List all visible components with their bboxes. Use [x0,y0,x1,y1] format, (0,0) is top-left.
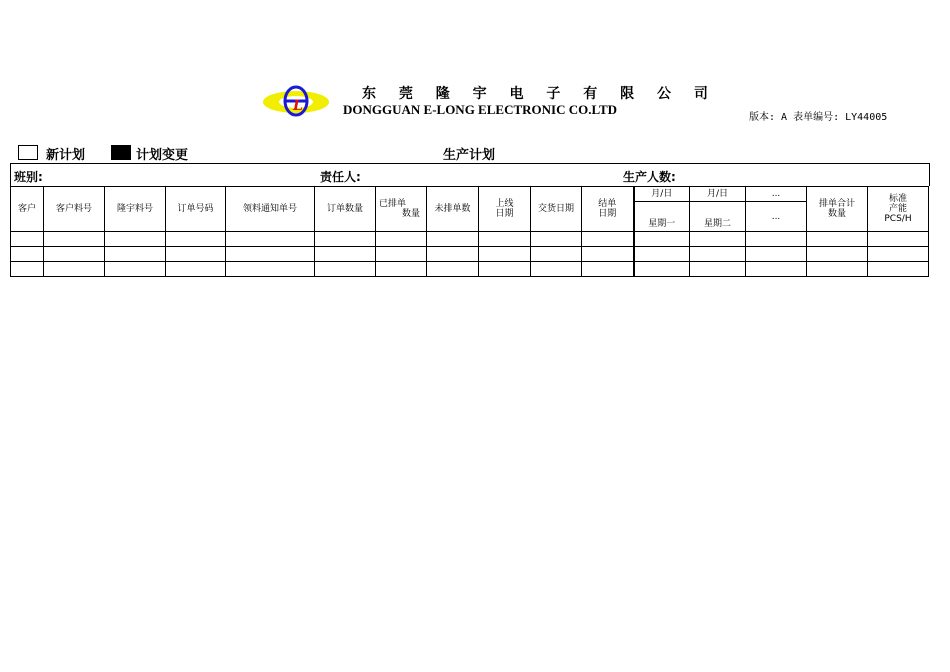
table-cell[interactable] [315,232,376,247]
table-cell[interactable] [582,262,634,277]
shift-label: 班别: [14,170,43,184]
header-close-date-line1: 结单 [598,199,617,209]
header-online-date-line1: 上线 [495,199,514,209]
table-cell[interactable] [807,232,868,247]
header-customer: 客户 [11,187,44,232]
header-customer-part: 客户料号 [44,187,105,232]
table-cell[interactable] [44,262,105,277]
table-cell[interactable] [105,262,166,277]
table-cell[interactable] [105,232,166,247]
table-cell[interactable] [634,247,690,262]
header-close-date [582,187,634,232]
header-total-qty [807,187,868,232]
company-logo [262,83,330,121]
header-online-date-line2: 日期 [495,209,514,219]
header-day2-date: 月/日 [690,187,746,202]
header-scheduled-qty [376,187,427,232]
table-cell[interactable] [531,232,582,247]
table-cell[interactable] [166,247,226,262]
table-row [11,232,929,247]
table-cell[interactable] [746,247,807,262]
header-row-top [11,187,929,202]
table-cell[interactable] [166,232,226,247]
table-cell[interactable] [582,247,634,262]
table-cell[interactable] [479,247,531,262]
table-cell[interactable] [11,262,44,277]
table-cell[interactable] [868,262,929,277]
table-cell[interactable] [690,262,746,277]
header-day2-weekday: 星期二 [690,202,746,232]
workers-count-label: 生产人数: [623,170,676,184]
table-cell[interactable] [531,247,582,262]
table-cell[interactable] [427,247,479,262]
header-total-qty-line2: 数量 [827,209,846,219]
version-form-number: 版本: A 表单编号: LY44005 [749,112,888,123]
table-row [11,262,929,277]
plan-change-label: 计划变更 [136,148,189,163]
header-order-qty: 订单数量 [315,187,376,232]
header-capacity-line1: 标准 [888,194,907,204]
header-more-weekday: ... [746,202,807,232]
table-cell[interactable] [427,262,479,277]
table-cell[interactable] [582,232,634,247]
table-cell[interactable] [166,262,226,277]
table-cell[interactable] [376,247,427,262]
table-cell[interactable] [479,262,531,277]
table-cell[interactable] [11,232,44,247]
table-cell[interactable] [807,262,868,277]
person-in-charge-label: 责任人: [320,170,361,184]
table-cell[interactable] [634,232,690,247]
production-plan-table [10,186,929,277]
header-total-qty-line1: 排单合计 [818,199,855,209]
info-bar [10,163,930,186]
header-capacity-line2: 产能 [888,204,907,214]
table-cell[interactable] [226,247,315,262]
header-delivery-date: 交货日期 [531,187,582,232]
table-cell[interactable] [105,247,166,262]
header-scheduled-qty-line1: 已排单 [379,199,407,209]
plan-change-checkbox[interactable] [111,145,131,160]
table-cell[interactable] [531,262,582,277]
table-cell[interactable] [376,262,427,277]
table-cell[interactable] [746,262,807,277]
header-capacity-line3: PCS/H [884,214,912,224]
new-plan-checkbox[interactable] [18,145,38,160]
logo-letter: L [293,98,303,114]
table-cell[interactable] [226,232,315,247]
table-cell[interactable] [807,247,868,262]
header-capacity [868,187,929,232]
header-more-date: ... [746,187,807,202]
table-row [11,247,929,262]
table-cell[interactable] [746,232,807,247]
table-cell[interactable] [44,232,105,247]
company-name-cn: 东 莞 隆 宇 电 子 有 限 公 司 [362,86,717,102]
table-cell[interactable] [427,232,479,247]
header-online-date [479,187,531,232]
header-pick-no: 领料通知单号 [226,187,315,232]
header-scheduled-qty-line2: 数量 [401,209,420,219]
table-cell[interactable] [868,247,929,262]
table-cell[interactable] [479,232,531,247]
header-day1-date: 月/日 [634,187,690,202]
table-cell[interactable] [315,247,376,262]
header-day1-weekday: 星期一 [634,202,690,232]
table-cell[interactable] [690,247,746,262]
table-cell[interactable] [44,247,105,262]
table-cell[interactable] [11,247,44,262]
table-cell[interactable] [868,232,929,247]
table-cell[interactable] [315,262,376,277]
form-title: 生产计划 [443,148,496,163]
company-name-en: DONGGUAN E-LONG ELECTRONIC CO.LTD [343,102,618,117]
table-cell[interactable] [690,232,746,247]
table-body [11,232,929,277]
header-close-date-line2: 日期 [598,209,617,219]
header-elong-part: 隆宇料号 [105,187,166,232]
header-unscheduled-qty: 未排单数 [427,187,479,232]
header-order-no: 订单号码 [166,187,226,232]
table-cell[interactable] [376,232,427,247]
table-cell[interactable] [634,262,690,277]
new-plan-label: 新计划 [46,148,86,163]
table-cell[interactable] [226,262,315,277]
